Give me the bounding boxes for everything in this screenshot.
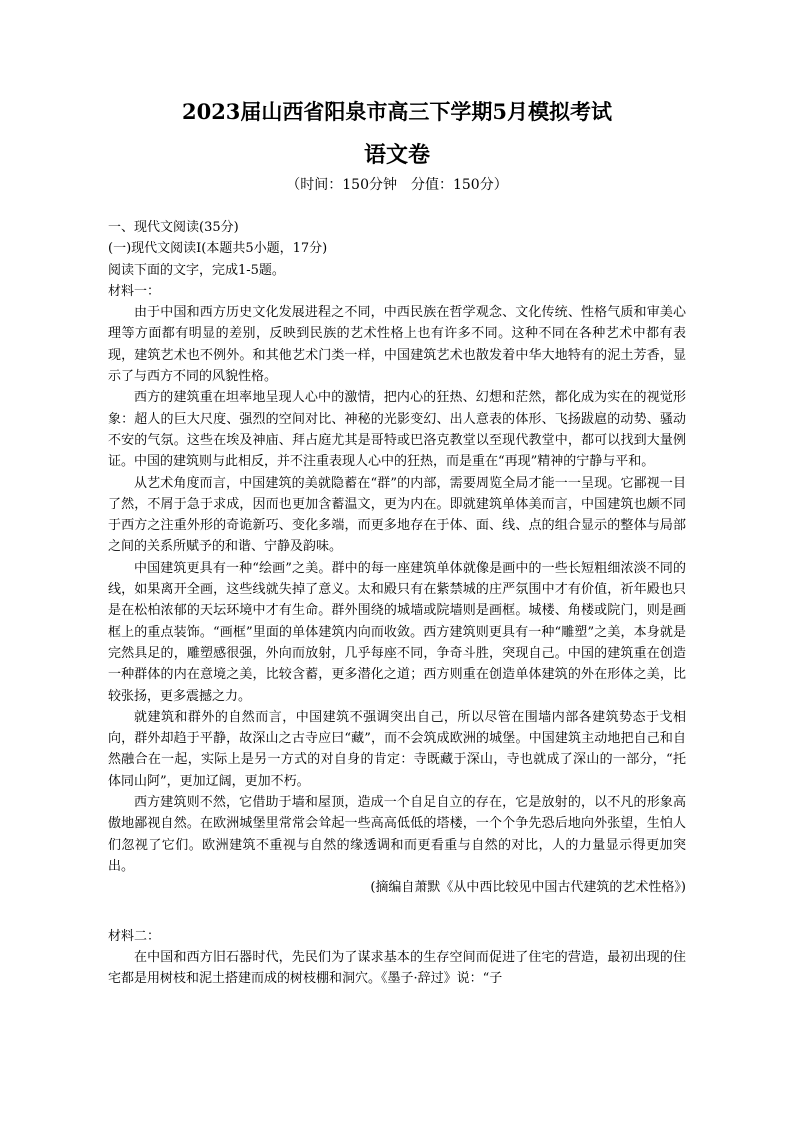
paragraph: 从艺术角度而言，中国建筑的美就隐蓄在“群”的内部，需要周览全局才能一一呈现。它鄙视一目了然，不屑于急于求成，因而也更加含蓄温文，更为内在。即就建筑单体美而言，中国建筑也颇不同于西方之注重外形的奇诡新巧、变化多端，而更多地存在于体、面、线、点的组合显示的整体与局部之间的关系所赋予的和谐、宁静及韵味。 [108, 475, 686, 555]
exam-title: 2023届山西省阳泉市高三下学期5月模拟考试 [181, 99, 613, 124]
section-heading: 一、现代文阅读(35分) [108, 220, 239, 235]
material-2-label: 材料二： [108, 928, 161, 944]
source-citation: (摘编自萧默《从中西比较见中国古代建筑的艺术性格》) [370, 880, 686, 896]
paragraph: 在中国和西方旧石器时代，先民们为了谋求基本的生存空间而促进了住宅的营造，最初出现的住宅都是用树枝和泥土搭建而成的树枝棚和洞穴。《墨子·辞过》说：“子 [108, 949, 686, 987]
instruction: 阅读下面的文字，完成1-5题。 [108, 262, 285, 278]
exam-info: （时间：150分钟 分值：150分） [286, 177, 508, 193]
paragraph: 由于中国和西方历史文化发展进程之不同，中西民族在哲学观念、文化传统、性格气质和审美心理等方面都有明显的差别，反映到民族的艺术性格上也有许多不同。这种不同在各种艺术中都有表现，建筑艺术也不例外。和其他艺术门类一样，中国建筑艺术也散发着中华大地特有的泥土芳香，显示了与西方不同的风貌性格。 [108, 305, 686, 385]
paragraph: 西方的建筑重在坦率地呈现人心中的激情，把内心的狂热、幻想和茫然，都化成为实在的视觉形象：超人的巨大尺度、强烈的空间对比、神秘的光影变幻、出人意表的体形、飞扬跋扈的动势、骚动不安的气氛。这些在埃及神庙、拜占庭尤其是哥特或巴洛克教堂以至现代教堂中，都可以找到大量例证。中国的建筑则与此相反，并不注重表现人心中的狂热，而是重在“再现”精神的宁静与平和。 [108, 390, 686, 470]
exam-subtitle: 语文卷 [363, 142, 430, 168]
material-1-label: 材料一： [108, 283, 161, 299]
spacer [108, 899, 686, 926]
paragraph: 就建筑和群外的自然而言，中国建筑不强调突出自己，所以尽管在围墙内部各建筑势态于戈相向，群外却趋于平静，故深山之古寺应曰“藏”，而不会筑成欧洲的城堡。中国建筑主动地把自己和自然融合在一起，实际上是另一方式的对自身的肯定：寺既藏于深山，寺也就成了深山的一部分，“托体同山阿”，更加辽阔，更加不朽。 [108, 709, 686, 789]
reading-section [108, 217, 686, 989]
paragraph: 中国建筑更具有一种“绘画”之美。群中的每一座建筑单体就像是画中的一些长短粗细浓淡不同的线，如果离开全画，这些线就失掉了意义。太和殿只有在紫禁城的庄严氛围中才有价值，祈年殿也只是在松柏浓郁的天坛环境中才有生命。群外围绕的城墙或院墙则是画框。城楼、角楼或院门，则是画框上的重点装饰。“画框”里面的单体建筑内向而收敛。西方建筑则更具有一种“雕塑”之美，本身就是完然具足的，雕塑感很强，外向而放射，几乎每座不同，争奇斗胜，突现自己。中国的建筑重在创造一种群体的内在意境之美，比较含蓄，更多潜化之道；西方则重在创造单体建筑的外在形体之美，比较张扬，更多震撼之力。 [108, 560, 686, 704]
sub-heading: (一)现代文阅读Ⅰ(本题共5小题，17分) [108, 241, 328, 257]
paragraph: 西方建筑则不然，它借助于墙和屋顶，造成一个自足自立的存在，它是放射的，以不凡的形象高傲地鄙视自然。在欧洲城堡里常常会耸起一些高高低低的塔楼，一个个争先恐后地向外张望，生怕人们忽视了它们。欧洲建筑不重视与自然的缘透调和而更看重与自然的对比，人的力量显示得更加突出。 [108, 795, 686, 874]
